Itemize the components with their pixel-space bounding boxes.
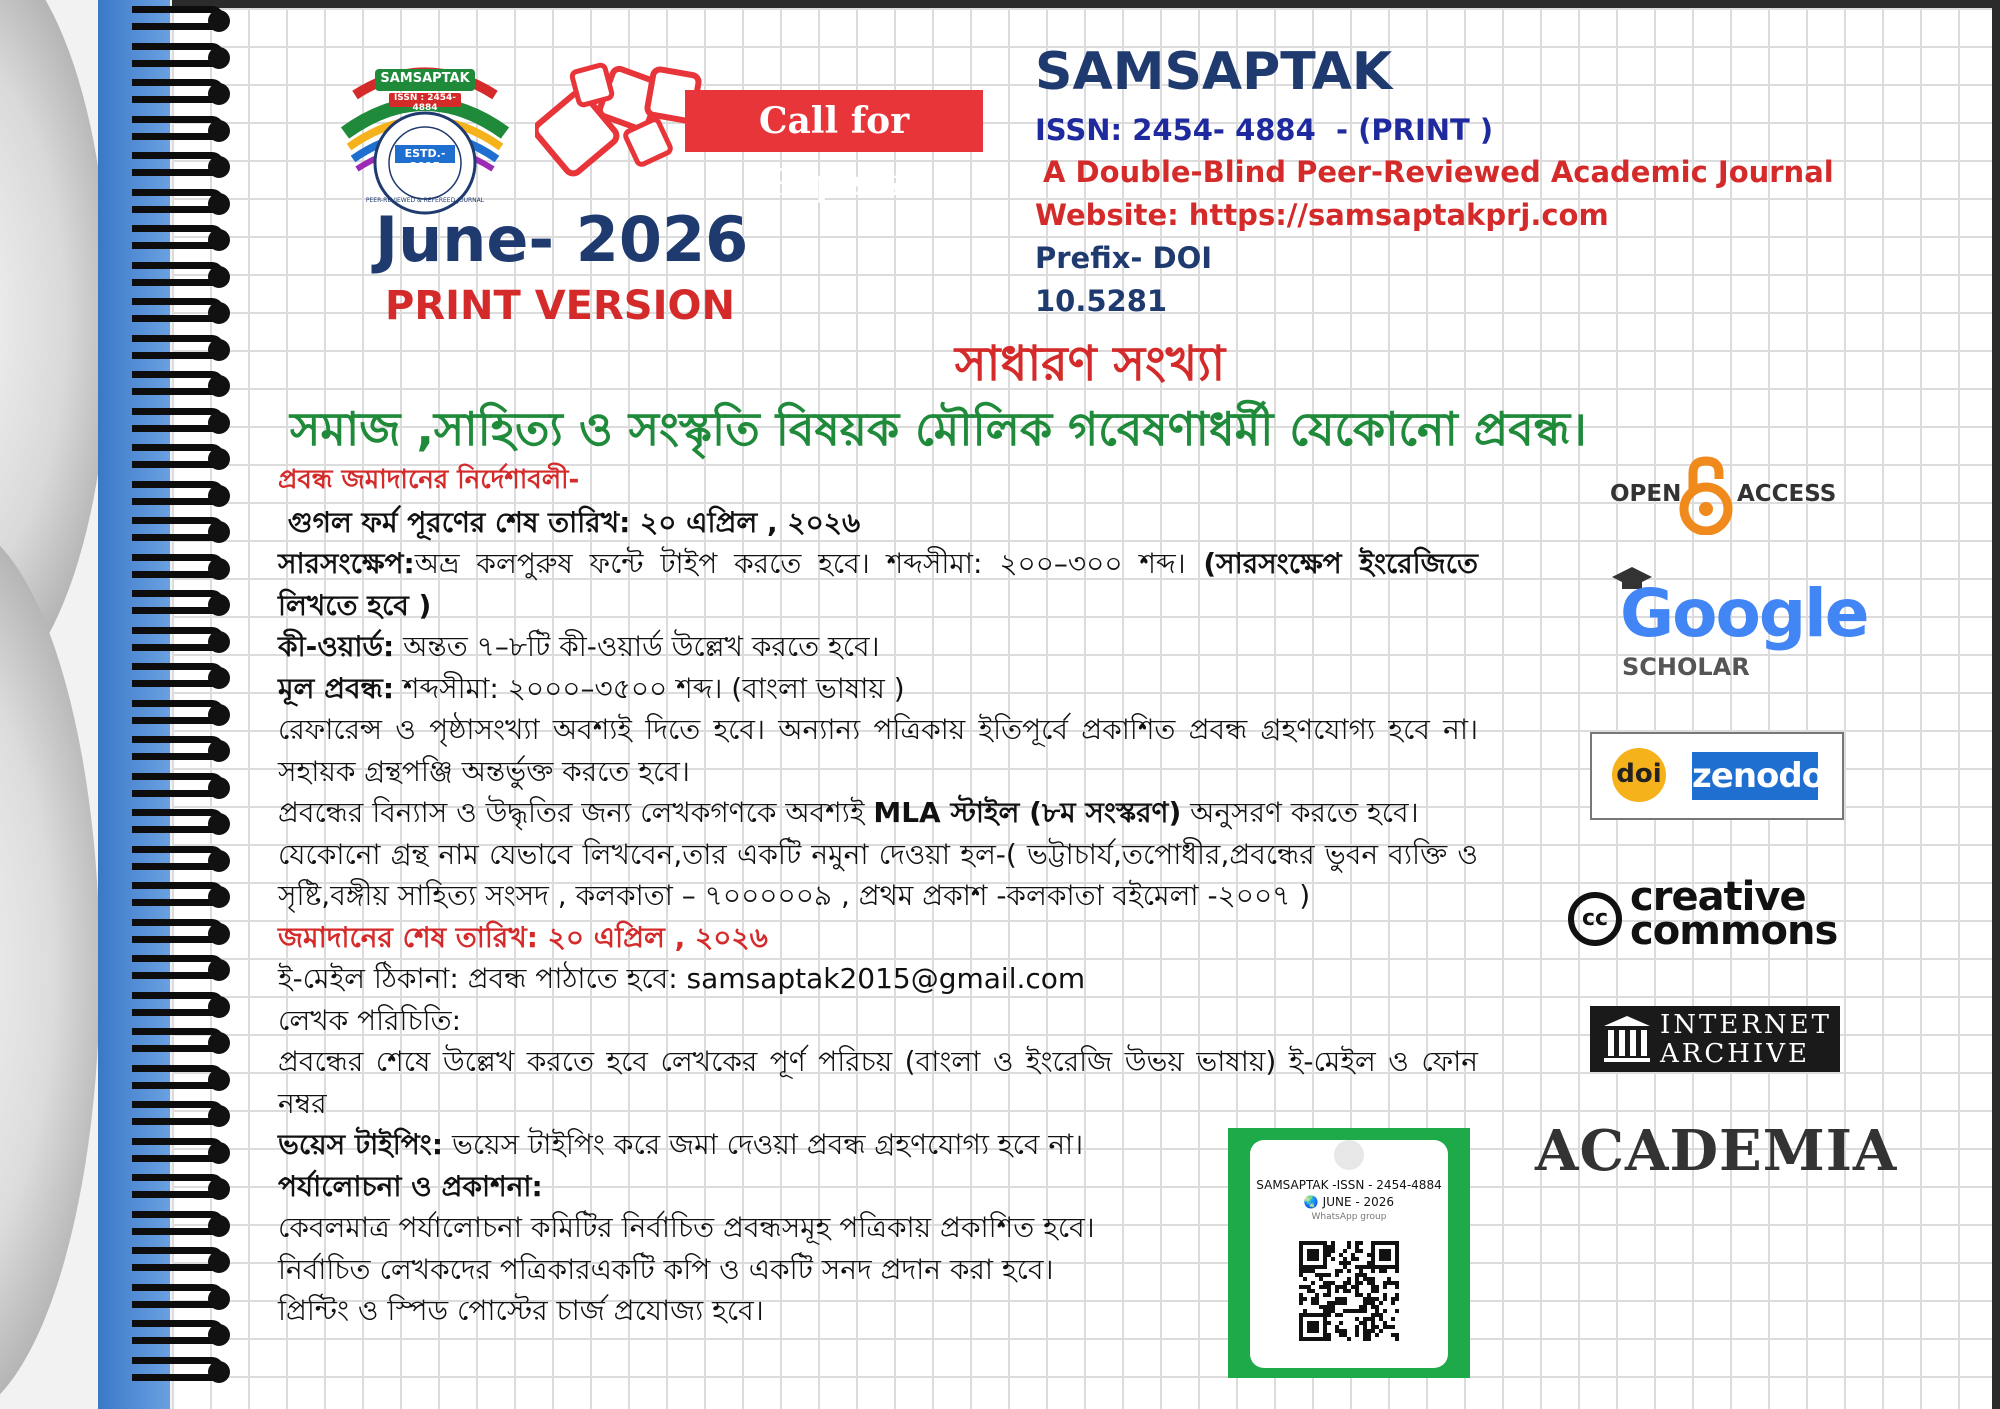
group-icon bbox=[1334, 1140, 1364, 1170]
open-text: OPEN bbox=[1610, 481, 1682, 507]
topic-heading: সমাজ ,সাহিত্য ও সংস্কৃতি বিষয়ক মৌলিক গবেষণাধর্মী যেকোনো প্রবন্ধ। bbox=[290, 402, 1587, 456]
cc-text bbox=[1630, 874, 1838, 954]
abstract-label: সারসংক্ষেপ: bbox=[278, 547, 415, 580]
review-line-1: কেবলমাত্র পর্যালোচনা কমিটির নির্বাচিত প্রবন্ধসমূহ পত্রিকায় প্রকাশিত হবে। bbox=[278, 1211, 1095, 1244]
spiral-ring bbox=[132, 1357, 242, 1385]
journal-doi: 10.5281 bbox=[1035, 284, 1168, 318]
doi-badge: doi bbox=[1612, 748, 1666, 802]
access-text: ACCESS bbox=[1737, 481, 1837, 507]
google-scholar-logo bbox=[1610, 565, 1868, 685]
abstract-note: (সারসংক্ষেপ ইংরেজিতে লিখতে হবে ) bbox=[278, 547, 1478, 622]
edition-version: PRINT VERSION bbox=[385, 283, 735, 329]
spiral-ring bbox=[132, 992, 242, 1020]
spiral-binding bbox=[132, 0, 242, 1409]
main-label: মূল প্রবন্ধ: bbox=[278, 671, 395, 705]
journal-tagline: A Double-Blind Peer-Reviewed Academic Journal bbox=[1043, 155, 1834, 189]
spiral-ring bbox=[132, 79, 242, 107]
spiral-ring bbox=[132, 554, 242, 582]
spiral-ring bbox=[132, 152, 242, 180]
spiral-ring bbox=[132, 1247, 242, 1275]
whatsapp-group-card[interactable] bbox=[1228, 1128, 1470, 1378]
journal-logo bbox=[335, 55, 515, 215]
whatsapp-subtitle: 🌏 JUNE - 2026 bbox=[1303, 1195, 1395, 1209]
sample-paragraph: যেকোনো গ্রন্থ নাম যেভাবে লিখবেন,তার একটি নমুনা দেওয়া হল-( ভট্টাচার্য,তপোধীর,প্রবন্ধের ভুবন ব্যক্তি ও সৃষ্টি,বঙ্গীয় সাহিত্য সংসদ , কলকাতা – ৭০০০০০৯ , প্রথম প্রকাশ -কলকাতা বইমেলা -২০০৭ ) bbox=[278, 837, 1478, 912]
style-bold: MLA স্টাইল (৮ম সংস্করণ) bbox=[873, 796, 1182, 829]
open-access-logo bbox=[1605, 455, 1845, 535]
scholar-text: SCHOLAR bbox=[1622, 653, 1750, 681]
spiral-ring bbox=[132, 919, 242, 947]
main-text: শব্দসীমা: ২০০০–৩৫০০ শব্দ। (বাংলা ভাষায় ) bbox=[394, 671, 905, 705]
internet-text: INTERNET bbox=[1660, 1010, 1832, 1040]
ia-text bbox=[1660, 1011, 1832, 1069]
spiral-ring bbox=[132, 1138, 242, 1166]
spiral-ring bbox=[132, 1211, 242, 1239]
spiral-ring bbox=[132, 846, 242, 874]
journal-name: SAMSAPTAK bbox=[1035, 42, 1393, 102]
qr-code[interactable] bbox=[1298, 1240, 1400, 1342]
zenodo-badge: zenodo bbox=[1692, 752, 1818, 800]
author-intro-text: প্রবন্ধের শেষে উল্লেখ করতে হবে লেখকের পূর্ণ পরিচয় (বাংলা ও ইংরেজি উভয় ভাষায়) ই-মেইল ও ফোন নম্বর bbox=[278, 1045, 1478, 1120]
voice-label: ভয়েস টাইপিং: bbox=[278, 1128, 444, 1161]
creative-commons-logo bbox=[1568, 874, 1848, 960]
voice-text: ভয়েস টাইপিং করে জমা দেওয়া প্রবন্ধ গ্রহণযোগ্য হবে না। bbox=[443, 1128, 1084, 1161]
spiral-ring bbox=[132, 444, 242, 472]
abstract-paragraph bbox=[278, 543, 1478, 626]
spiral-ring bbox=[132, 116, 242, 144]
journal-doi-prefix: Prefix- DOI bbox=[1035, 241, 1213, 275]
style-post: অনুসরণ করতে হবে। bbox=[1181, 796, 1419, 829]
spiral-ring bbox=[132, 590, 242, 618]
whatsapp-card-inner bbox=[1250, 1140, 1448, 1368]
spiral-ring bbox=[132, 517, 242, 545]
cc-icon: cc bbox=[1568, 892, 1622, 946]
style-pre: প্রবন্ধের বিন্যাস ও উদ্ধৃতির জন্য লেখকগণকে অবশ্যই bbox=[278, 796, 874, 829]
guidelines-title: প্রবন্ধ জমাদানের নির্দেশাবলী- bbox=[278, 465, 580, 495]
spiral-ring bbox=[132, 1174, 242, 1202]
spiral-ring bbox=[132, 773, 242, 801]
keyword-paragraph bbox=[278, 626, 1478, 668]
spiral-ring bbox=[132, 43, 242, 71]
spiral-ring bbox=[132, 481, 242, 509]
spiral-ring bbox=[132, 1028, 242, 1056]
keyword-label: কী-ওয়ার্ড: bbox=[278, 630, 395, 663]
call-for-papers-banner: Call for Papers bbox=[685, 90, 983, 152]
edition-date: June- 2026 bbox=[375, 203, 749, 276]
commons-text: commons bbox=[1630, 908, 1838, 954]
creative-text: creative bbox=[1630, 874, 1806, 920]
archive-text: ARCHIVE bbox=[1660, 1039, 1810, 1069]
issue-type-heading: সাধারণ সংখ্যা bbox=[954, 336, 1226, 392]
abstract-text: অভ্র কলপুরুষ ফন্টে টাইপ করতে হবে। শব্দসীমা: ২০০–৩০০ শব্দ। bbox=[414, 547, 1186, 580]
spiral-ring bbox=[132, 1065, 242, 1093]
spiral-ring bbox=[132, 882, 242, 910]
review-line-3: প্রিন্টিং ও স্পিড পোস্টের চার্জ প্রযোজ্য হবে। bbox=[278, 1294, 764, 1327]
logo-ring-text: PEER-REVIEWED & REFEREED JOURNAL bbox=[365, 197, 485, 204]
review-line-2: নির্বাচিত লেখকদের পত্রিকারএকটি কপি ও একটি সনদ প্রদান করা হবে। bbox=[278, 1252, 1054, 1286]
spiral-ring bbox=[132, 1320, 242, 1348]
spiral-ring bbox=[132, 6, 242, 34]
style-paragraph bbox=[278, 792, 1478, 834]
spiral-ring bbox=[132, 225, 242, 253]
review-label: পর্যালোচনা ও প্রকাশনা: bbox=[278, 1169, 543, 1203]
spiral-ring bbox=[132, 809, 242, 837]
spiral-ring bbox=[132, 955, 242, 983]
logo-estd: ESTD.- 2015 bbox=[404, 147, 446, 173]
spiral-ring bbox=[132, 262, 242, 290]
logo-name: SAMSAPTAK bbox=[380, 71, 470, 86]
open-access-lock-icon bbox=[1677, 455, 1735, 535]
spiral-ring bbox=[132, 736, 242, 764]
keyword-text: অন্তত ৭–৮টি কী-ওয়ার্ড উল্লেখ করতে হবে। bbox=[394, 630, 880, 663]
spiral-ring bbox=[132, 1101, 242, 1129]
reference-paragraph: রেফারেন্স ও পৃষ্ঠাসংখ্যা অবশ্যই দিতে হবে। অন্যান্য পত্রিকায় ইতিপূর্বে প্রকাশিত প্রবন্ধ গ্রহণযোগ্য হবে না।সহায়ক গ্রন্থপঞ্জি অন্তর্ভুক্ত করতে হবে। bbox=[278, 713, 1478, 788]
submission-deadline: জমাদানের শেষ তারিখ: ২০ এপ্রিল , ২০২৬ bbox=[278, 920, 768, 954]
journal-issn: ISSN: 2454- 4884 - (PRINT ) bbox=[1035, 113, 1494, 147]
spiral-ring bbox=[132, 189, 242, 217]
spiral-ring bbox=[132, 700, 242, 728]
spiral-ring bbox=[132, 298, 242, 326]
right-border bbox=[1992, 0, 2000, 1409]
author-intro-label: লেখক পরিচিতি: bbox=[278, 1003, 462, 1037]
doi-zenodo-logo bbox=[1590, 732, 1844, 820]
call-for-papers-graphic bbox=[535, 62, 995, 204]
spiral-ring bbox=[132, 408, 242, 436]
journal-website[interactable]: Website: https://samsaptakprj.com bbox=[1035, 198, 1609, 232]
main-paragraph bbox=[278, 668, 1478, 710]
spiral-ring bbox=[132, 663, 242, 691]
google-word bbox=[1620, 575, 1868, 652]
google-word-text: Google bbox=[1620, 575, 1868, 652]
internet-archive-logo bbox=[1590, 1006, 1840, 1072]
email-line[interactable]: ই-মেইল ঠিকানা: প্রবন্ধ পাঠাতে হবে: samsaptak2015@gmail.com bbox=[278, 962, 1086, 995]
spiral-ring bbox=[132, 627, 242, 655]
spiral-ring bbox=[132, 1284, 242, 1312]
archive-building-icon bbox=[1602, 1014, 1652, 1064]
google-form-deadline: গুগল ফর্ম পূরণের শেষ তারিখ: ২০ এপ্রিল , ২০২৬ bbox=[278, 505, 861, 539]
logo-issn: ISSN : 2454-4884 bbox=[393, 93, 457, 113]
academia-logo: ACADEMIA bbox=[1535, 1118, 1898, 1184]
whatsapp-label: WhatsApp group bbox=[1311, 1212, 1387, 1222]
whatsapp-title: SAMSAPTAK -ISSN - 2454-4884 bbox=[1256, 1178, 1442, 1192]
